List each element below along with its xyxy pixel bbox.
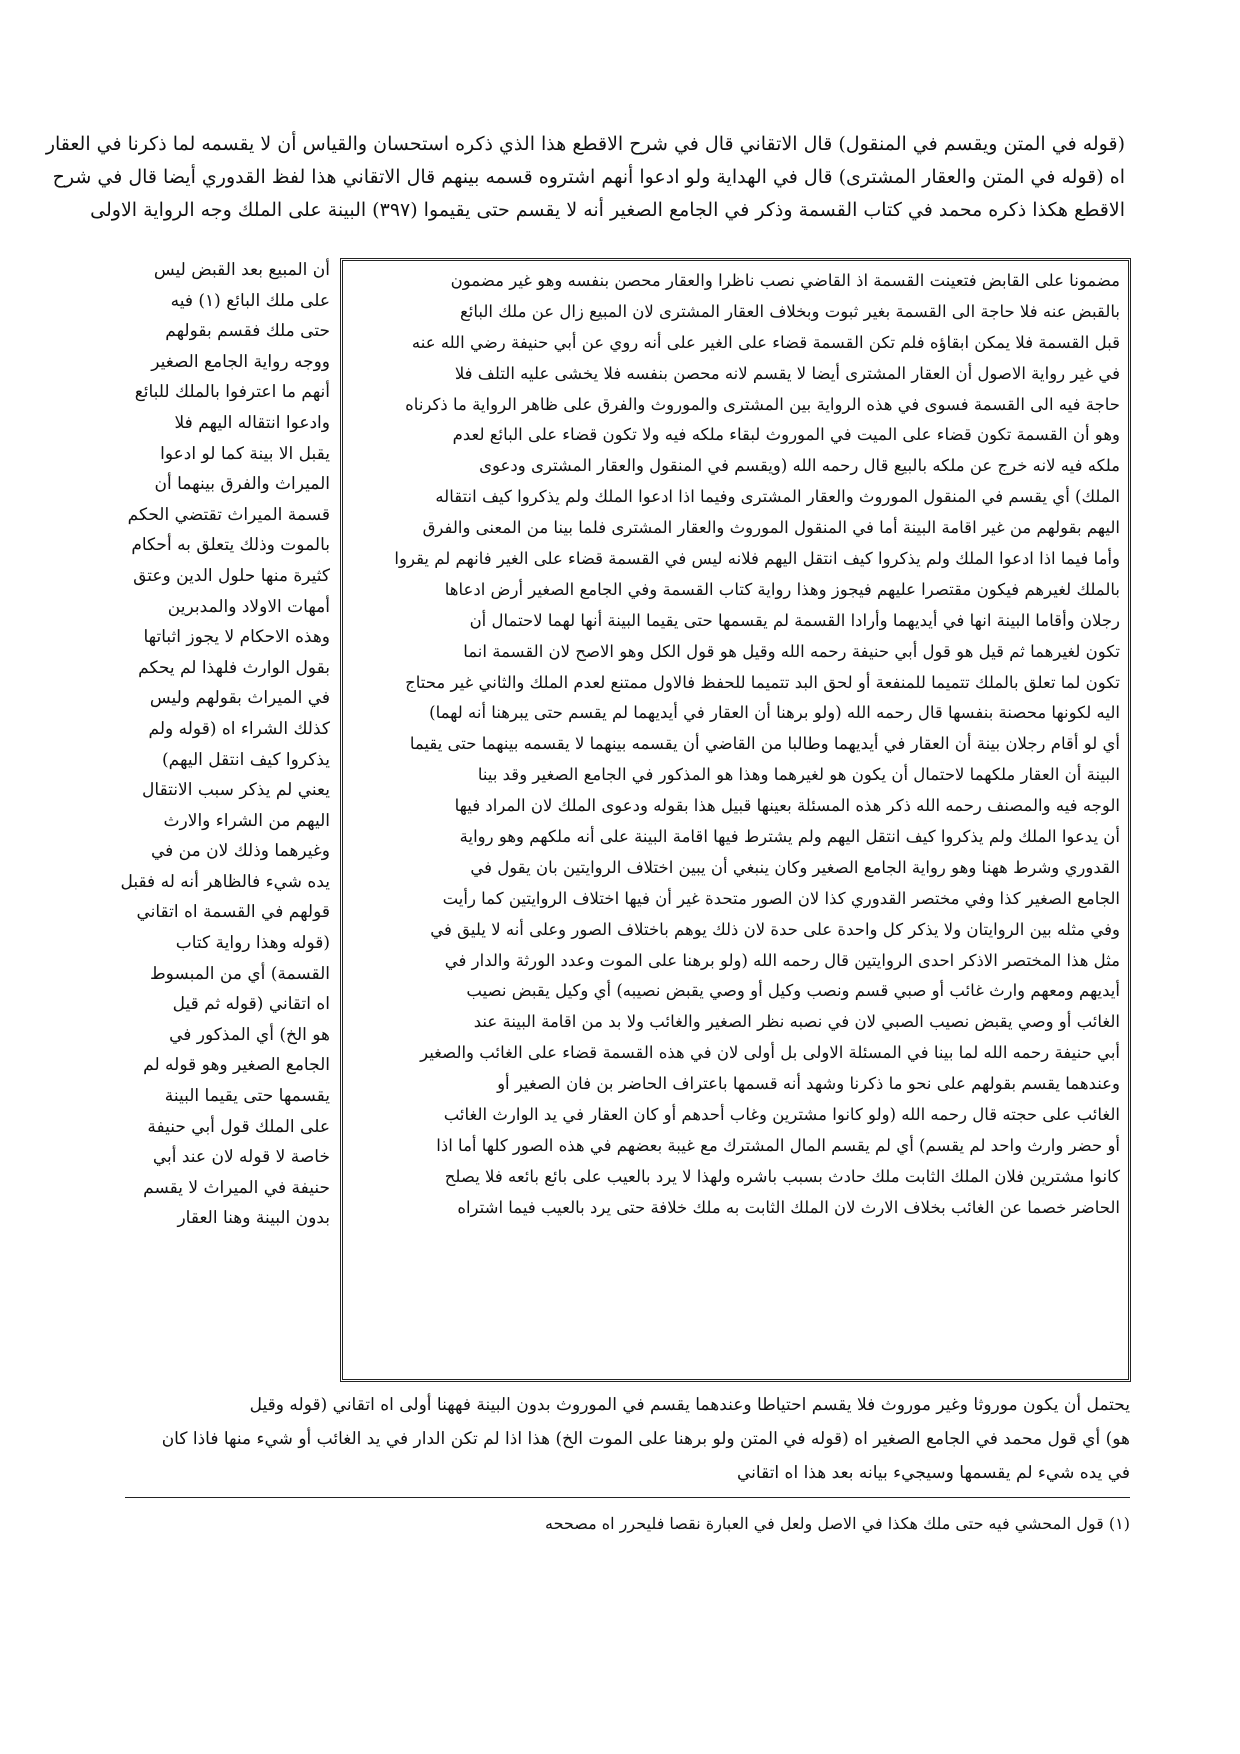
main-text-line: أو حضر وارث واحد لم يقسم) أي لم يقسم المال المشترك مع غيبة بعضهم في هذه الصور كلها أما اذا <box>436 1135 1120 1155</box>
main-text-line: اليهم بقولهم من غير اقامة البينة أما في المنقول الموروث والعقار المشترى فلما بينا من المعنى والفرق <box>422 518 1120 538</box>
main-text-line: وهو أن القسمة تكون قضاء على الميت في الموروث لبقاء ملكه فيه ولا تكون قضاء على البائع لعدم <box>452 425 1120 445</box>
bottom-gloss-line: هو) أي قول محمد في الجامع الصغير اه (قوله في المتن ولو برهنا على الموت الخ) هذا اذا لم تكن الدار في يد الغائب أو شيء منها فاذا كان <box>161 1429 1130 1449</box>
margin-gloss-line: ووجه رواية الجامع الصغير <box>151 351 330 372</box>
bottom-gloss-line: في يده شيء لم يقسمها وسيجيء بيانه بعد هذا اه اتقاني <box>737 1463 1130 1483</box>
footnote-divider <box>125 1497 1130 1498</box>
margin-gloss-line: يقسمها حتى يقيما البينة <box>164 1086 330 1107</box>
margin-gloss-line: وادعوا انتقاله اليهم فلا <box>174 412 330 433</box>
main-text-line: أيديهم ومعهم وارث غائب أو صبي قسم ونصب وكيل أو وصي يقبض نصيبه) أي وكيل يقبض نصيب <box>466 981 1120 1001</box>
main-text-line: مثل هذا المختصر الاذكر احدى الروايتين قال رحمه الله (ولو برهنا على الموت وعدد الورثة والدار في <box>444 950 1120 970</box>
main-text-line: الملك) أي يقسم في المنقول الموروث والعقار المشترى وفيما اذا ادعوا الملك ولم يذكروا كيف انتقاله <box>435 487 1120 507</box>
main-text-line: كانوا مشترين فلان الملك الثابت ملك حادث بسبب باشره ولهذا لا يرد بالعيب على بائع بائعه فلا يصلح <box>444 1166 1120 1186</box>
margin-gloss-line: الميراث والفرق بينهما أن <box>154 474 330 495</box>
main-text-line: بالقبض عنه فلا حاجة الى القسمة بغير ثبوت وبخلاف العقار المشترى لان المبيع زال عن ملك البائع <box>460 301 1120 321</box>
margin-gloss-line: هو الخ) أي المذكور في <box>169 1024 330 1045</box>
margin-gloss-line: حنيفة في الميراث لا يقسم <box>143 1177 330 1198</box>
main-text-line: أبي حنيفة رحمه الله لما بينا في المسئلة الاولى بل أولى لان في هذه القسمة قضاء على الغائب والصغير <box>420 1043 1120 1063</box>
main-text-line: بالملك لغيرهم فيكون مقتصرا عليهم فيجوز وهذا رواية كتاب القسمة وفي الجامع الصغير أرض ادعاها <box>444 579 1120 599</box>
main-text-line: حاجة فيه الى القسمة فسوى في هذه الرواية بين المشترى والموروث والفرق على ظاهر الرواية ما ذكرناه <box>405 394 1120 414</box>
margin-gloss-line: بالموت وذلك يتعلق به أحكام <box>131 535 330 556</box>
main-text-line: وعندهما يقسم بقولهم على نحو ما ذكرنا وشهد أنه قسمها باعتراف الحاضر بن فان الصغير أو <box>497 1074 1120 1094</box>
main-text-line: تكون لما تعلق بالملك تتميما للمنفعة أو لحق البد تتميما للحفظ فالاول ممتنع لعدم الملك والثاني غير محتاج <box>405 672 1120 692</box>
margin-gloss-line: أنهم ما اعترفوا بالملك للبائع <box>134 382 330 403</box>
main-commentary-text <box>350 266 1120 1224</box>
margin-gloss-line: على ملك البائع (١) فيه <box>170 290 330 311</box>
main-text-line: وأما فيما اذا ادعوا الملك ولم يذكروا كيف انتقل اليهم فلانه ليس في القسمة قضاء على الغير فانهم لم يقروا <box>394 549 1120 569</box>
header-annotation <box>45 128 1125 227</box>
header-line: اه (قوله في المتن والعقار المشترى) قال في الهداية ولو ادعوا أنهم اشتروه قسمه بينهم قال الاتقاني هذا لفظ القدوري أيضا قال في شرح <box>52 166 1125 188</box>
bottom-gloss <box>125 1388 1130 1490</box>
margin-gloss-line: يده شيء فالظاهر أنه له فقبل <box>120 871 330 892</box>
margin-gloss-line: بدون البينة وهنا العقار <box>177 1208 330 1229</box>
margin-gloss-line: (قوله وهذا رواية كتاب <box>175 933 330 954</box>
main-text-line: مضمونا على القابض فتعينت القسمة اذ القاضي نصب ناظرا والعقار محصن بنفسه وهو غير مضمون <box>450 271 1120 290</box>
footnote: (١) قول المحشي فيه حتى ملك هكذا في الاصل ولعل في العبارة نقصا فليحرر اه مصححه <box>545 1514 1130 1533</box>
margin-gloss-line: اه اتقاني (قوله ثم قيل <box>172 994 330 1015</box>
margin-gloss-line: كثيرة منها حلول الدين وعتق <box>133 565 330 586</box>
margin-gloss-column <box>120 255 330 1234</box>
main-text-line: قبل القسمة فلا يمكن ابقاؤه فلم تكن القسمة قضاء على الغير على أنه روي عن أبي حنيفة رضي الله عنه <box>411 332 1120 352</box>
header-line: الاقطع هكذا ذكره محمد في كتاب القسمة وذكر في الجامع الصغير أنه لا يقسم حتى يقيموا (٣٩٧) البينة على الملك وجه الرواية الاولى <box>90 199 1125 221</box>
main-text-line: القدوري وشرط ههنا وهو رواية الجامع الصغير وكان ينبغي أن يبين اختلاف الروايتين بان يقول في <box>470 857 1120 877</box>
margin-gloss-line: الجامع الصغير وهو قوله لم <box>143 1055 330 1076</box>
main-text-line: أن يدعوا الملك ولم يذكروا كيف انتقل اليهم ولم يشترط فيها اقامة البينة على أنه ملكهم وهو رواية <box>459 827 1120 847</box>
bottom-gloss-line: يحتمل أن يكون موروثا وغير موروث فلا يقسم احتياطا وعندهما يقسم في الموروث بدون البينة فههنا أولى اه اتقاني (قوله وقيل <box>249 1395 1130 1415</box>
main-text-line: الوجه فيه والمصنف رحمه الله ذكر هذه المسئلة بعينها قبيل هذا بقوله ودعوى الملك لان المراد فيها <box>454 796 1120 816</box>
margin-gloss-line: القسمة) أي من المبسوط <box>149 963 330 984</box>
margin-gloss-line: وهذه الاحكام لا يجوز اثباتها <box>143 627 330 648</box>
margin-gloss-line: على الملك قول أبي حنيفة <box>147 1116 330 1137</box>
main-text-line: في غير رواية الاصول أن العقار المشترى أيضا لا يقسم لانه محصن بنفسه فلا يخشى عليه التلف فلا <box>454 363 1120 383</box>
margin-gloss-line: حتى ملك فقسم بقولهم <box>165 321 330 342</box>
main-text-line: رجلان وأقاما البينة انها في أيديهما وأرادا القسمة لم يقسمها حتى يقيما البينة أنها لهما لاحتمال أن <box>469 610 1120 630</box>
main-text-line: الغائب على حجته قال رحمه الله (ولو كانوا مشترين وغاب أحدهم أو كان العقار في يد الوارث الغائب <box>443 1105 1120 1125</box>
header-line: (قوله في المتن ويقسم في المنقول) قال الاتقاني قال في شرح الاقطع هذا الذي ذكره استحسان والقياس أن لا يقسمه لما ذكرنا في العقار <box>45 133 1125 155</box>
margin-gloss-line: في الميراث بقولهم وليس <box>149 688 330 709</box>
main-text-line: الحاضر خصما عن الغائب بخلاف الارث لان الملك الثابت به ملك خلافة حتى يرد بالعيب فيما اشتراه <box>457 1197 1120 1217</box>
margin-gloss-line: أمهات الاولاد والمدبرين <box>167 596 330 617</box>
margin-gloss-line: كذلك الشراء اه (قوله ولم <box>148 718 330 739</box>
margin-gloss-line: يقبل الا بينة كما لو ادعوا <box>160 443 330 464</box>
margin-gloss-line: بقول الوارث فلهذا لم يحكم <box>138 657 330 678</box>
margin-gloss-line: يذكروا كيف انتقل اليهم) <box>162 749 330 770</box>
margin-gloss-line: وغيرهما وذلك لان من في <box>150 841 330 862</box>
main-text-line: تكون لغيرهما ثم قيل هو قول أبي حنيفة رحمه الله وقيل هو قول الكل وهو الاصح لان القسمة انما <box>463 641 1120 661</box>
main-text-line: اليه لكونها محصنة بنفسها قال رحمه الله (ولو برهنا أن العقار في أيديهما لم يقسم حتى يبرهنا أنه لهما) <box>429 703 1120 723</box>
margin-gloss-line: خاصة لا قوله لان عند أبي <box>152 1147 330 1168</box>
main-text-line: الجامع الصغير كذا وفي مختصر القدوري كذا لان الصور متحدة غير أن فيها اختلاف الروايتين كما رأيت <box>442 888 1120 908</box>
main-text-line: أي لو أقام رجلان بينة أن العقار في أيديهما وطالبا من القاضي أن يقسمه بينهما لا يقسمه بينهما حتى يقيما <box>409 734 1120 754</box>
margin-gloss-line: يعني لم يذكر سبب الانتقال <box>142 780 330 801</box>
main-text-line: ملكه فيه لانه خرج عن ملكه بالبيع قال رحمه الله (ويقسم في المنقول والعقار المشترى ودعوى <box>479 456 1120 476</box>
margin-gloss-line: قسمة الميراث تقتضي الحكم <box>127 504 330 525</box>
margin-gloss-line: اليهم من الشراء والارث <box>163 810 330 831</box>
main-text-line: الغائب أو وصي يقبض نصيب الصبي لان في نصبه نظر الصغير والغائب ولا بد من اقامة البينة عند <box>473 1012 1120 1032</box>
margin-gloss-line: قولهم في القسمة اه اتقاني <box>136 902 330 923</box>
margin-gloss-line: أن المبيع بعد القبض ليس <box>153 260 330 280</box>
main-text-line: البينة أن العقار ملكهما لاحتمال أن يكون هو لغيرهما وهذا هو المذكور في الجامع الصغير وقد بينا <box>477 765 1120 785</box>
main-text-line: وفي مثله بين الروايتان ولا يذكر كل واحدة على حدة لان ذلك يوهم باختلاف الصور وعلى أنه لا يليق في <box>430 919 1120 939</box>
